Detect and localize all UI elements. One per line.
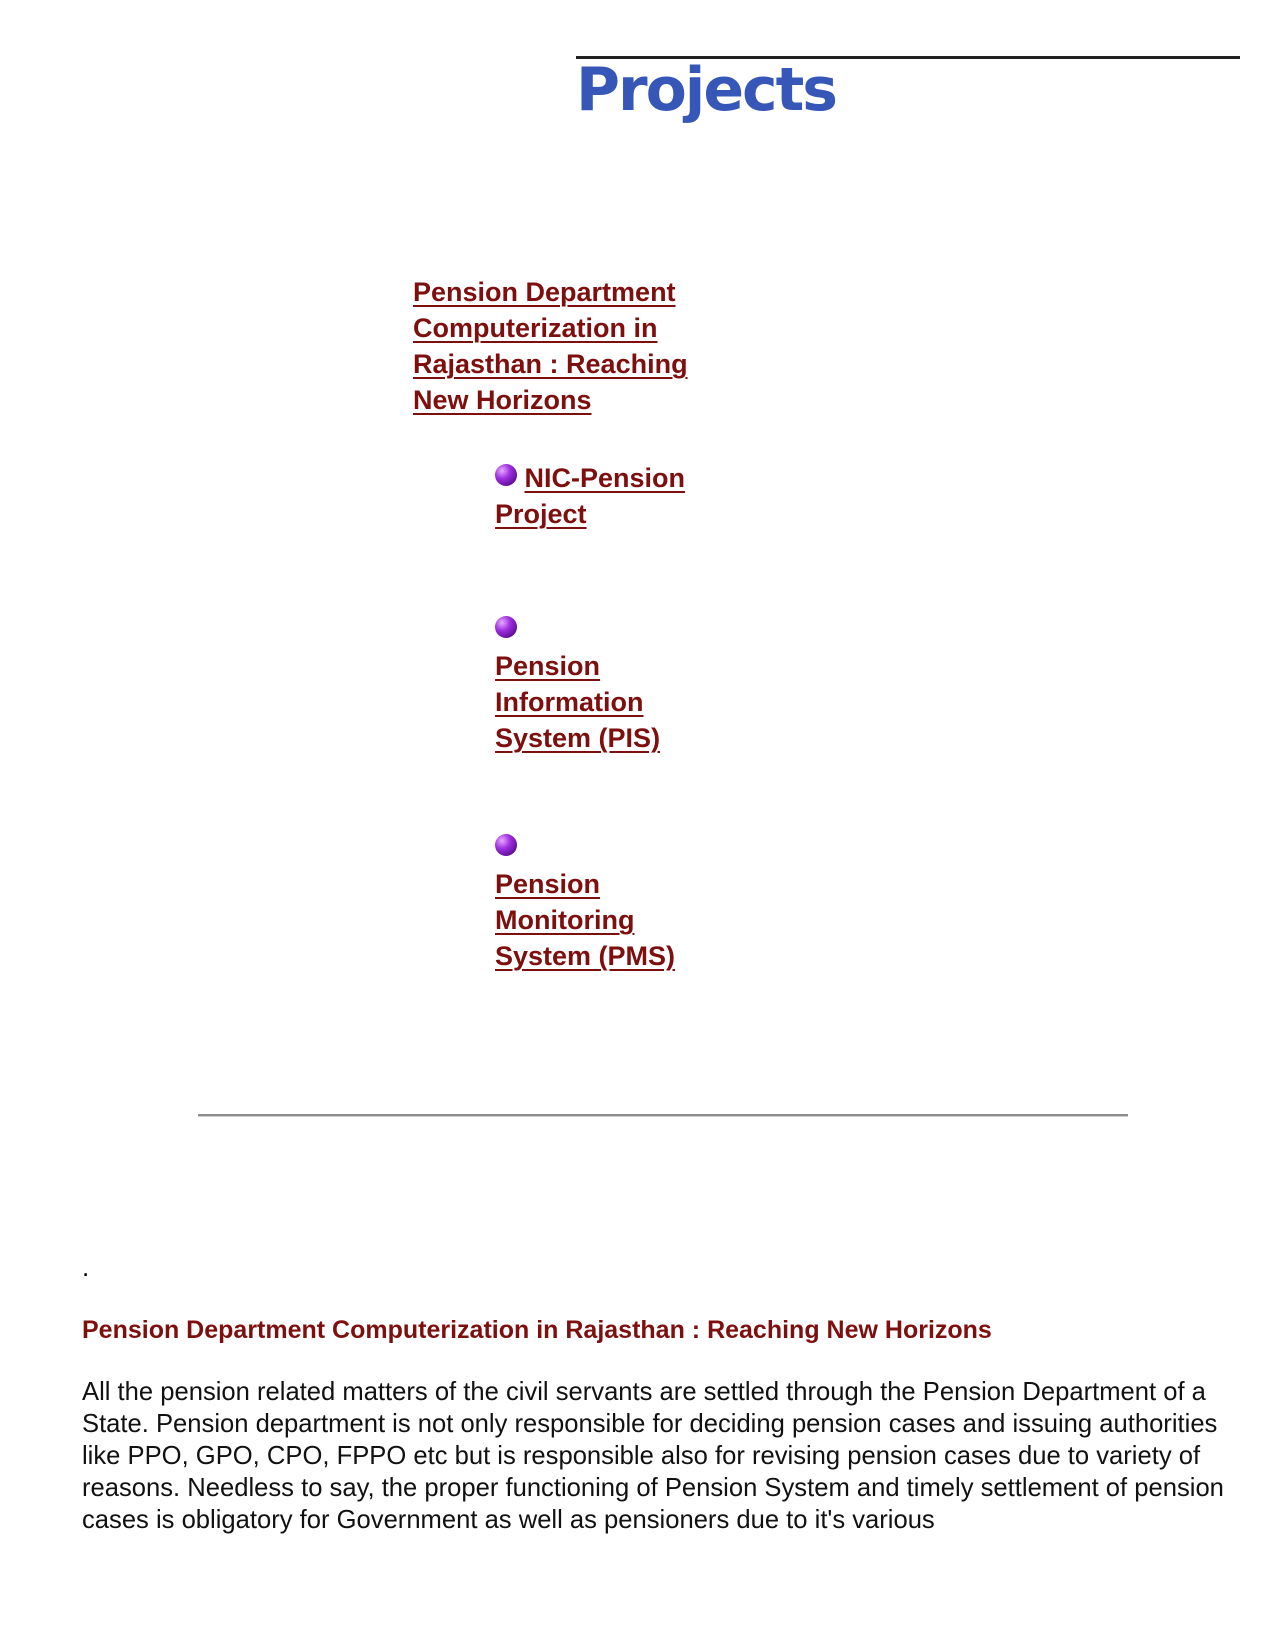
stray-dot: . bbox=[82, 1252, 90, 1282]
page-title: Projects bbox=[576, 55, 837, 125]
purple-bullet-icon bbox=[495, 616, 517, 638]
sub-nav-item-nic-pension bbox=[495, 460, 715, 532]
sub-nav-link-pms[interactable]: Pension Monitoring System (PMS) bbox=[495, 869, 676, 971]
purple-bullet-icon bbox=[495, 834, 517, 856]
section-heading: Pension Department Computerization in Rajasthan : Reaching New Horizons bbox=[82, 1316, 992, 1344]
sub-nav-link-pis[interactable]: Pension Information System (PIS) bbox=[495, 651, 661, 753]
section-divider bbox=[198, 1114, 1128, 1117]
sub-nav-link-nic-pension[interactable]: NIC-Pension Project bbox=[495, 463, 686, 529]
sub-nav-item-pis bbox=[495, 612, 715, 756]
sub-nav-item-pms bbox=[495, 830, 715, 974]
main-nav-item bbox=[413, 274, 713, 418]
main-nav-link[interactable]: Pension Department Computerization in Rajasthan : Reaching New Horizons bbox=[413, 277, 688, 415]
body-paragraph: All the pension related matters of the civil servants are settled through the Pension Department of a State. Pension department is not only responsible for deciding pension cases and issuing authorities like PPO, GPO, CPO, FPPO etc but is responsible also for revising pension cases due to variety of reasons. Needless to say, the proper functioning of Pension System and timely settlement of pension cases is obligatory for Government as well as pensioners due to it's various bbox=[82, 1378, 1224, 1534]
purple-bullet-icon bbox=[495, 464, 517, 486]
